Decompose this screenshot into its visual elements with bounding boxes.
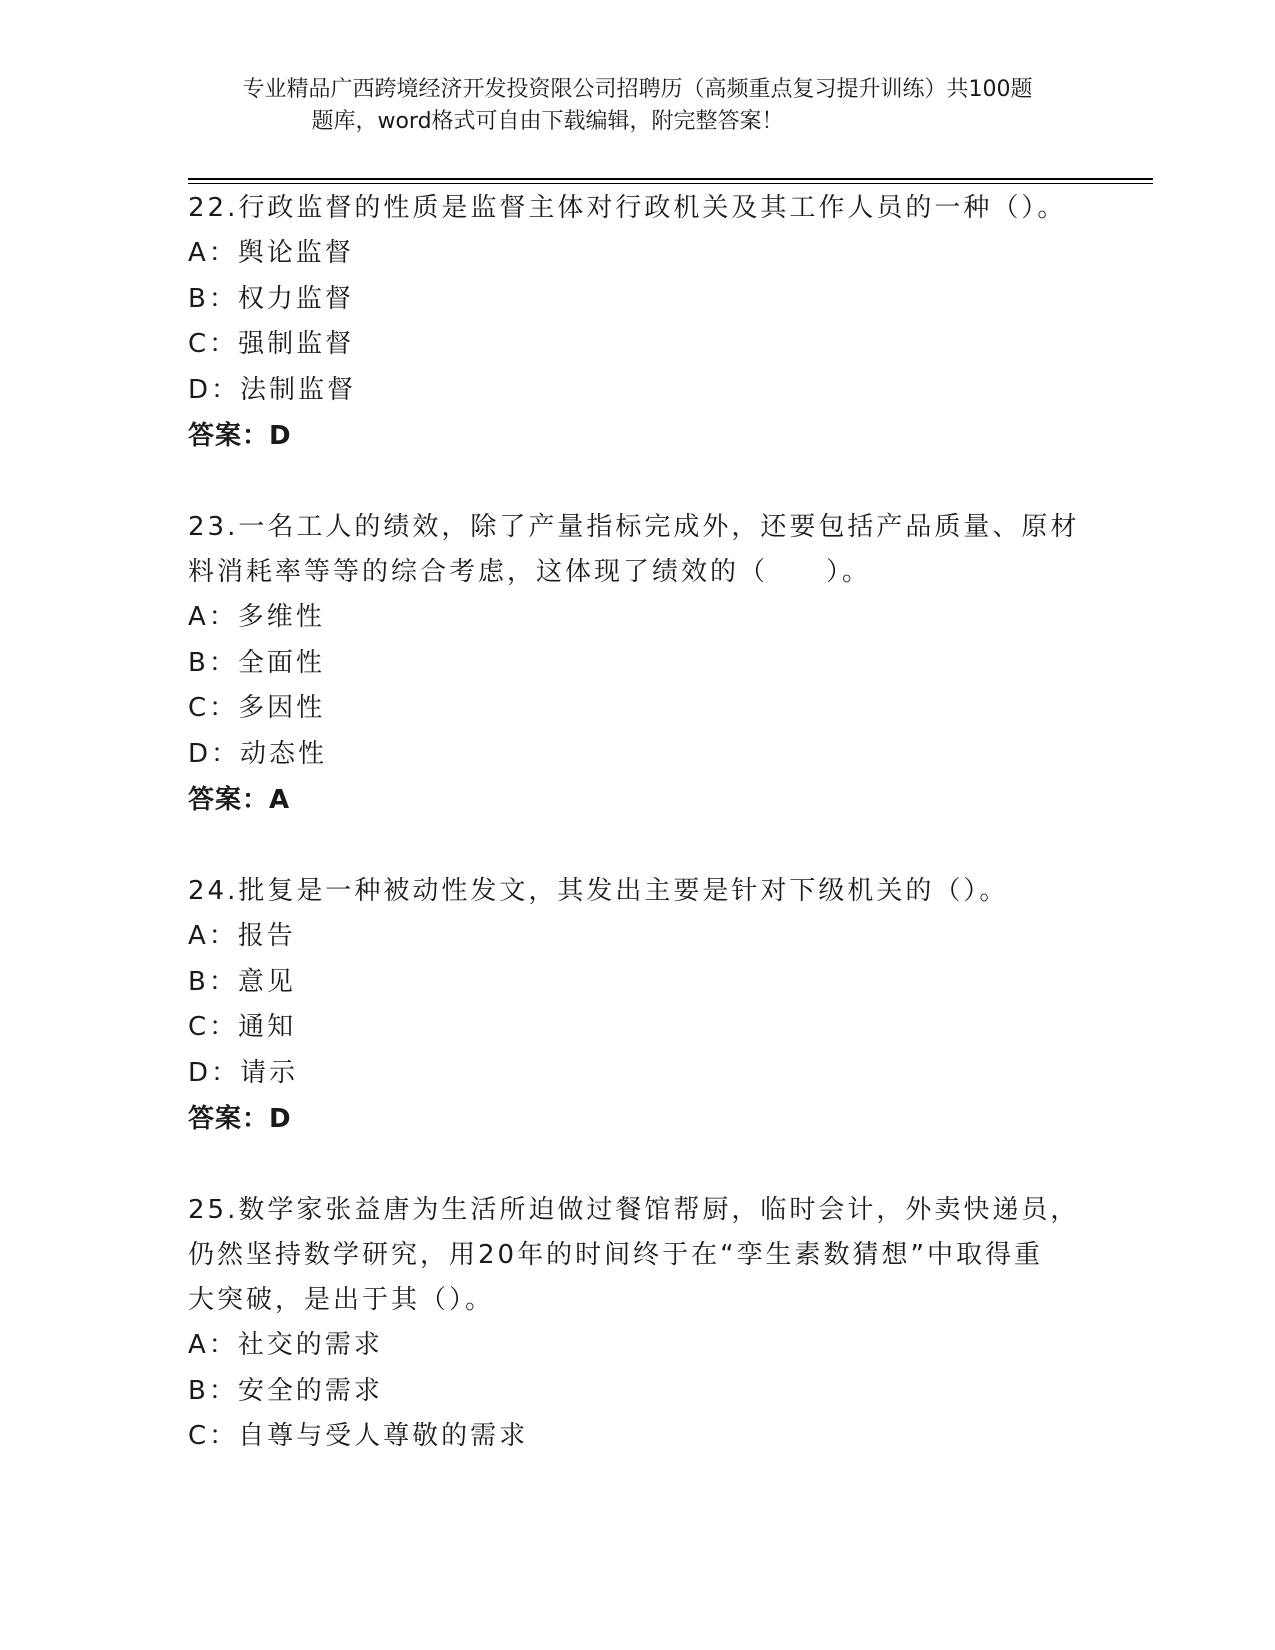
question-stem-line3: 大突破，是出于其（）。 xyxy=(188,1285,495,1315)
question-stem: 22.行政监督的性质是监督主体对行政机关及其工作人员的一种（）。 xyxy=(188,193,1067,223)
option-b: B：全面性 xyxy=(188,647,325,678)
question-spacer xyxy=(188,823,1088,869)
option-b: B：意见 xyxy=(188,966,296,997)
option-c: C：自尊与受人尊敬的需求 xyxy=(188,1421,529,1451)
question-stem-line2: 仍然坚持数学研究，用20年的时间终于在“孪生素数猜想”中取得重 xyxy=(188,1240,1044,1270)
question-stem-line2: 料消耗率等等的综合考虑，这体现了绩效的（ ）。 xyxy=(188,557,872,587)
header-divider-thick xyxy=(188,178,1153,180)
question-24 xyxy=(188,869,1088,1142)
option-a: A：社交的需求 xyxy=(188,1330,383,1360)
question-22 xyxy=(188,186,1088,459)
answer-label: 答案：A xyxy=(188,785,291,815)
header-title-line2: 题库，word格式可自由下载编辑，附完整答案！ xyxy=(311,109,784,134)
option-a: A：舆论监督 xyxy=(188,238,354,268)
option-a: A：多维性 xyxy=(188,602,325,632)
question-spacer xyxy=(188,459,1088,505)
answer-label: 答案：D xyxy=(188,1104,292,1134)
option-b: B：权力监督 xyxy=(188,283,354,314)
question-stem-line1: 23.一名工人的绩效，除了产量指标完成外，还要包括产品质量、原材 xyxy=(188,512,1080,542)
document-header xyxy=(0,74,1275,138)
header-divider-thin xyxy=(188,183,1153,184)
question-stem: 24.批复是一种被动性发文，其发出主要是针对下级机关的（）。 xyxy=(188,876,1009,906)
question-25 xyxy=(188,1188,1088,1460)
question-spacer xyxy=(188,1142,1088,1188)
option-a: A：报告 xyxy=(188,921,296,951)
header-title-line1: 专业精品广西跨境经济开发投资限公司招聘历（高频重点复习提升训练）共100题 xyxy=(242,77,1033,102)
question-list xyxy=(188,186,1088,1460)
option-c: C：通知 xyxy=(188,1012,297,1042)
option-c: C：强制监督 xyxy=(188,329,355,359)
question-23 xyxy=(188,505,1088,823)
option-d: D：动态性 xyxy=(188,738,328,769)
answer-label: 答案：D xyxy=(188,421,292,451)
question-stem-line1: 25.数学家张益唐为生活所迫做过餐馆帮厨，临时会计，外卖快递员， xyxy=(188,1195,1080,1225)
option-c: C：多因性 xyxy=(188,693,326,723)
option-b: B：安全的需求 xyxy=(188,1375,383,1406)
option-d: D：请示 xyxy=(188,1057,299,1088)
option-d: D：法制监督 xyxy=(188,374,357,405)
